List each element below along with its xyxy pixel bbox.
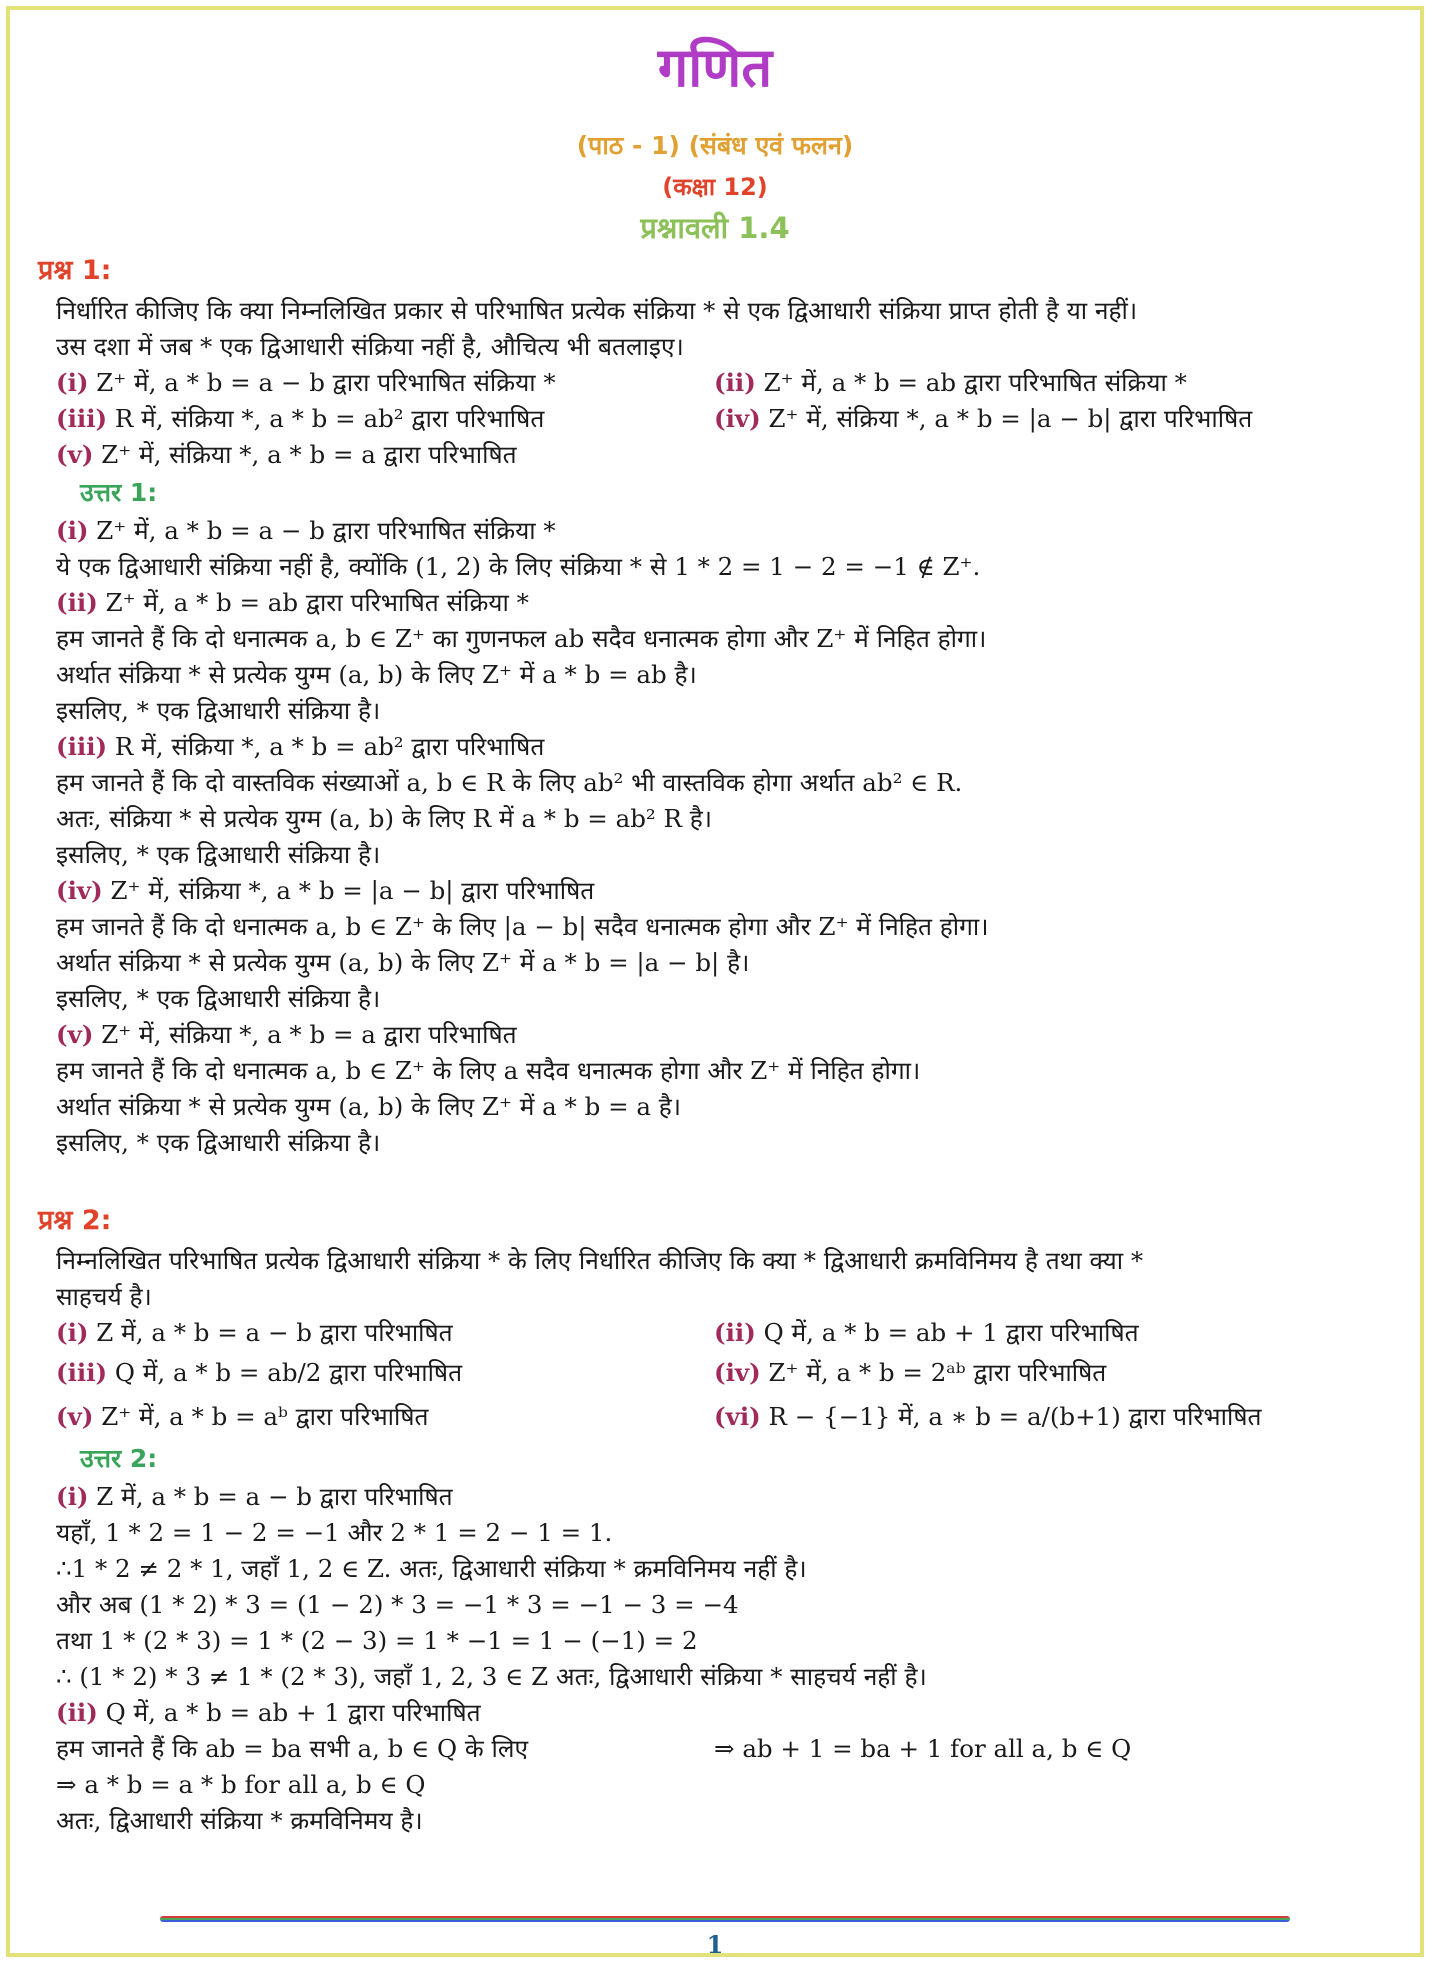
part-text: Q में, a * b = ab + 1 द्वारा परिभाषित	[755, 1318, 1139, 1347]
question-1-heading: प्रश्न 1:	[38, 255, 112, 286]
q2-text-line-1: निम्नलिखित परिभाषित प्रत्येक द्विआधारी संक्रिया * के लिए निर्धारित कीजिए कि क्या * द्विआधारी क्रमविनिमय है तथा क्या *	[56, 1246, 1144, 1275]
line-text: Z⁺ में, a * b = ab द्वारा परिभाषित संक्रिया *	[97, 588, 529, 617]
a1-line-8: हम जानते हैं कि दो वास्तविक संख्याओं a, b ∈ R के लिए ab² भी वास्तविक होगा अर्थात ab² ∈ R.	[56, 768, 963, 797]
a2-line-1	[56, 1480, 453, 1514]
answer-2-heading: उत्तर 2:	[80, 1444, 158, 1473]
q2-part-vi	[714, 1400, 1261, 1434]
exercise-title: प्रश्नावली 1.4	[640, 211, 790, 245]
a2-line-3: ∴1 * 2 ≠ 2 * 1, जहाँ 1, 2 ∈ Z. अतः, द्विआधारी संक्रिया * क्रमविनिमय नहीं है।	[56, 1554, 807, 1583]
part-label: (iv)	[56, 876, 103, 905]
class-subtitle: (कक्षा 12)	[662, 173, 768, 201]
a1-line-2: ये एक द्विआधारी संक्रिया नहीं है, क्योंकि (1, 2) के लिए संक्रिया * से 1 * 2 = 1 − 2 = −1 ∉ Z⁺.	[56, 552, 981, 581]
part-label: (vi)	[714, 1402, 761, 1431]
a1-line-9: अतः, संक्रिया * से प्रत्येक युग्म (a, b) के लिए R में a * b = ab² R है।	[56, 804, 713, 833]
part-label: (iii)	[56, 1358, 108, 1387]
a1-line-6: इसलिए, * एक द्विआधारी संक्रिया है।	[56, 696, 381, 725]
part-label: (iii)	[56, 404, 108, 433]
a1-line-11	[56, 874, 594, 908]
q1-part-iii	[56, 402, 544, 436]
a2-line-4: और अब (1 * 2) * 3 = (1 − 2) * 3 = −1 * 3 = −1 − 3 = −4	[56, 1590, 739, 1619]
a2-line-8: हम जानते हैं कि ab = ba सभी a, b ∈ Q के लिए	[56, 1734, 529, 1763]
a1-line-13: अर्थात संक्रिया * से प्रत्येक युग्म (a, b) के लिए Z⁺ में a * b = |a − b| है।	[56, 948, 750, 977]
a2-line-8b: ⇒ ab + 1 = ba + 1 for all a, b ∈ Q	[714, 1734, 1132, 1763]
q2-part-v	[56, 1400, 429, 1434]
footer-divider	[160, 1916, 1290, 1922]
part-label: (iv)	[714, 404, 761, 433]
part-text: R में, संक्रिया *, a * b = ab² द्वारा परिभाषित	[107, 404, 545, 433]
part-label: (ii)	[56, 588, 98, 617]
a2-line-10: अतः, द्विआधारी संक्रिया * क्रमविनिमय है।	[56, 1806, 423, 1835]
part-text: Z⁺ में, a * b = a − b द्वारा परिभाषित संक्रिया *	[88, 368, 556, 397]
line-text: Z⁺ में, a * b = a − b द्वारा परिभाषित संक्रिया *	[88, 516, 556, 545]
a1-line-15	[56, 1018, 517, 1052]
part-text: Z⁺ में, a * b = aᵇ द्वारा परिभाषित	[93, 1402, 429, 1431]
line-text: Z⁺ में, संक्रिया *, a * b = a द्वारा परिभाषित	[93, 1020, 517, 1049]
a1-line-14: इसलिए, * एक द्विआधारी संक्रिया है।	[56, 984, 381, 1013]
part-label: (v)	[56, 1020, 94, 1049]
line-text: Q में, a * b = ab + 1 द्वारा परिभाषित	[97, 1698, 481, 1727]
q2-part-iv	[714, 1356, 1106, 1390]
part-label: (i)	[56, 1482, 89, 1511]
document-page	[6, 6, 1424, 1957]
q1-part-i	[56, 366, 556, 400]
part-text: Z में, a * b = a − b द्वारा परिभाषित	[88, 1318, 453, 1347]
q1-part-ii	[714, 366, 1187, 400]
a1-line-7	[56, 730, 544, 764]
a1-line-17: अर्थात संक्रिया * से प्रत्येक युग्म (a, b) के लिए Z⁺ में a * b = a है।	[56, 1092, 682, 1121]
part-label: (ii)	[714, 1318, 756, 1347]
part-text: R − {−1} में, a ∗ b = a/(b+1) द्वारा परिभाषित	[760, 1402, 1262, 1431]
part-label: (iv)	[714, 1358, 761, 1387]
chapter-subtitle: (पाठ - 1) (संबंध एवं फलन)	[576, 131, 854, 160]
part-label: (i)	[56, 1318, 89, 1347]
q1-text-line-1: निर्धारित कीजिए कि क्या निम्नलिखित प्रकार से परिभाषित प्रत्येक संक्रिया * से एक द्विआधारी संक्रिया प्राप्त होती है या नहीं।	[56, 296, 1138, 325]
part-text: Z⁺ में, संक्रिया *, a * b = |a − b| द्वारा परिभाषित	[760, 404, 1253, 433]
question-2-heading: प्रश्न 2:	[38, 1205, 112, 1236]
part-label: (i)	[56, 368, 89, 397]
part-label: (ii)	[714, 368, 756, 397]
a1-line-4: हम जानते हैं कि दो धनात्मक a, b ∈ Z⁺ का गुणनफल ab सदैव धनात्मक होगा और Z⁺ में निहित होगा।	[56, 624, 987, 653]
part-text: Z⁺ में, संक्रिया *, a * b = a द्वारा परिभाषित	[93, 440, 517, 469]
a1-line-18: इसलिए, * एक द्विआधारी संक्रिया है।	[56, 1128, 381, 1157]
part-text: Z⁺ में, a * b = 2ᵃᵇ द्वारा परिभाषित	[760, 1358, 1107, 1387]
a2-line-6: ∴ (1 * 2) * 3 ≠ 1 * (2 * 3), जहाँ 1, 2, 3 ∈ Z अतः, द्विआधारी संक्रिया * साहचर्य नहीं है।	[56, 1662, 927, 1691]
a2-line-9: ⇒ a * b = a * b for all a, b ∈ Q	[56, 1770, 426, 1799]
line-text: R में, संक्रिया *, a * b = ab² द्वारा परिभाषित	[107, 732, 545, 761]
q2-part-iii	[56, 1356, 462, 1390]
line-text: Z में, a * b = a − b द्वारा परिभाषित	[88, 1482, 453, 1511]
q1-text-line-2: उस दशा में जब * एक द्विआधारी संक्रिया नहीं है, औचित्य भी बतलाइए।	[56, 332, 684, 361]
a1-line-16: हम जानते हैं कि दो धनात्मक a, b ∈ Z⁺ के लिए a सदैव धनात्मक होगा और Z⁺ में निहित होगा।	[56, 1056, 921, 1085]
part-label: (v)	[56, 1402, 94, 1431]
answer-1-heading: उत्तर 1:	[80, 478, 158, 507]
a2-line-7	[56, 1696, 481, 1730]
page-title: गणित	[657, 36, 773, 99]
q2-part-ii	[714, 1316, 1139, 1350]
a1-line-10: इसलिए, * एक द्विआधारी संक्रिया है।	[56, 840, 381, 869]
a1-line-1	[56, 514, 556, 548]
page-number: 1	[706, 1930, 724, 1959]
a2-line-2: यहाँ, 1 * 2 = 1 − 2 = −1 और 2 * 1 = 2 − 1 = 1.	[56, 1518, 613, 1547]
line-text: Z⁺ में, संक्रिया *, a * b = |a − b| द्वारा परिभाषित	[102, 876, 595, 905]
part-label: (i)	[56, 516, 89, 545]
q2-part-i	[56, 1316, 453, 1350]
a2-line-5: तथा 1 * (2 * 3) = 1 * (2 − 3) = 1 * −1 = 1 − (−1) = 2	[56, 1626, 698, 1655]
a1-line-5: अर्थात संक्रिया * से प्रत्येक युग्म (a, b) के लिए Z⁺ में a * b = ab है।	[56, 660, 697, 689]
a1-line-3	[56, 586, 529, 620]
part-label: (ii)	[56, 1698, 98, 1727]
q1-part-v	[56, 438, 517, 472]
q2-text-line-2: साहचर्य है।	[56, 1282, 152, 1311]
part-label: (iii)	[56, 732, 108, 761]
a1-line-12: हम जानते हैं कि दो धनात्मक a, b ∈ Z⁺ के लिए |a − b| सदैव धनात्मक होगा और Z⁺ में निहित होगा।	[56, 912, 989, 941]
q1-part-iv	[714, 402, 1252, 436]
part-text: Q में, a * b = ab/2 द्वारा परिभाषित	[107, 1358, 463, 1387]
part-text: Z⁺ में, a * b = ab द्वारा परिभाषित संक्रिया *	[755, 368, 1187, 397]
part-label: (v)	[56, 440, 94, 469]
